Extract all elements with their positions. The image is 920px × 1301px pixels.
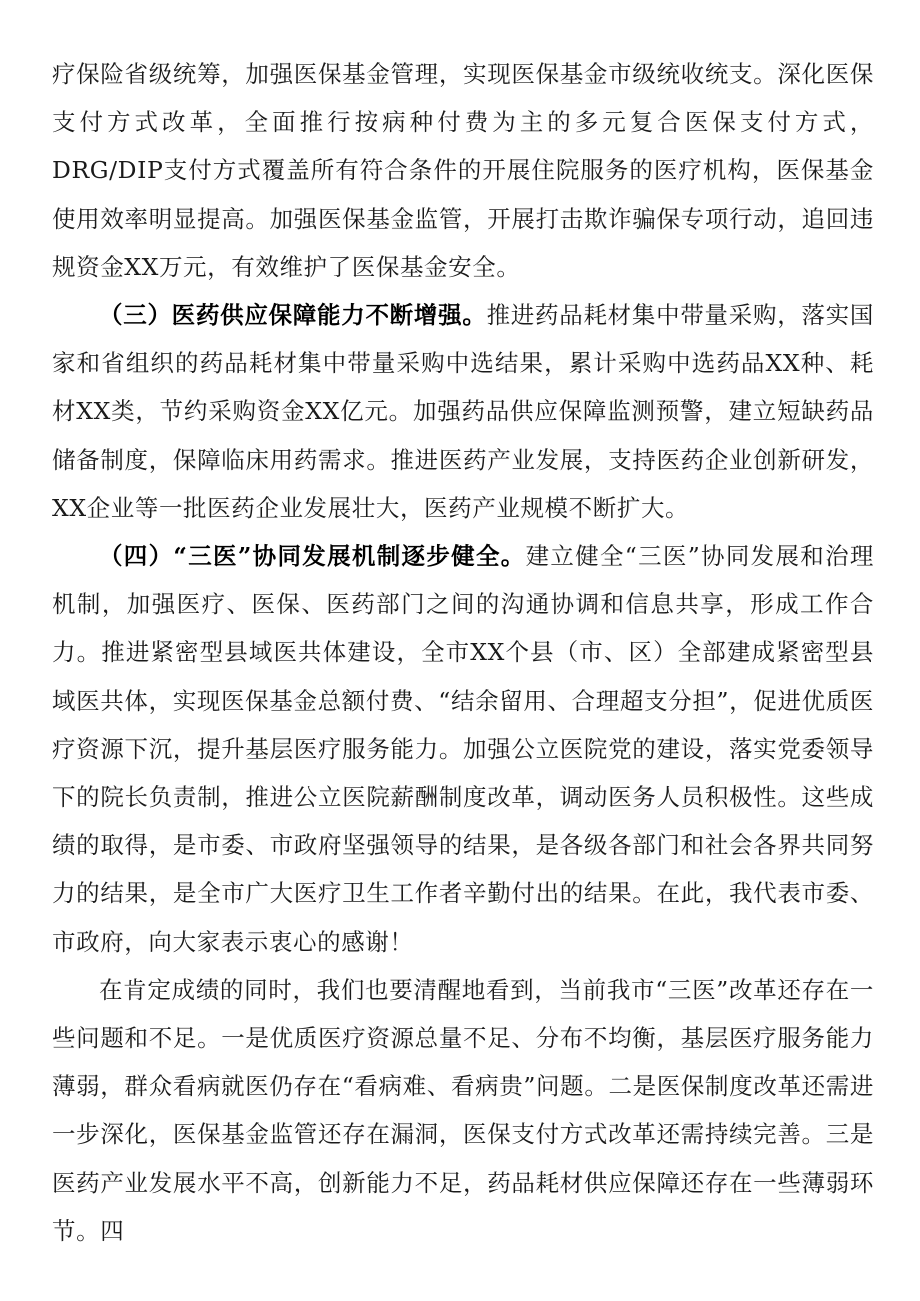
paragraph-three-medical-coordination [52,532,874,966]
paragraph-problems [52,966,874,1255]
document-body [52,50,874,1255]
paragraph-insurance-fund [52,50,874,291]
section-heading-coordination: （四）“三医”协同发展机制逐步健全。 [99,542,526,571]
paragraph-text: 推进药品耗材集中带量采购，落实国家和省组织的药品耗材集中带量采购中选结果，累计采购中选药品XX种、耗材XX类，节约采购资金XX亿元。加强药品供应保障监测预警，建立短缺药品储备制度，保障临床用药需求。推进医药产业发展，支持医药企业创新研发，XX企业等一批医药企业发展壮大，医药产业规模不断扩大。 [52,301,874,522]
paragraph-text: 在肯定成绩的同时，我们也要清醒地看到，当前我市“三医”改革还存在一些问题和不足。一是优质医疗资源总量不足、分布不均衡，基层医疗服务能力薄弱，群众看病就医仍存在“看病难、看病贵”问题。二是医保制度改革还需进一步深化，医保基金监管还存在漏洞，医保支付方式改革还需持续完善。三是医药产业发展水平不高，创新能力不足，药品耗材供应保障还存在一些薄弱环节。四 [52,975,874,1245]
paragraph-drug-supply [52,291,874,532]
section-heading-drug-supply: （三）医药供应保障能力不断增强。 [99,301,487,330]
paragraph-text: 疗保险省级统筹，加强医保基金管理，实现医保基金市级统收统支。深化医保支付方式改革，全面推行按病种付费为主的多元复合医保支付方式，DRG/DIP支付方式覆盖所有符合条件的开展住院服务的医疗机构，医保基金使用效率明显提高。加强医保基金监管，开展打击欺诈骗保专项行动，追回违规资金XX万元，有效维护了医保基金安全。 [52,60,874,281]
paragraph-text: 建立健全“三医”协同发展和治理机制，加强医疗、医保、医药部门之间的沟通协调和信息共享，形成工作合力。推进紧密型县域医共体建设，全市XX个县（市、区）全部建成紧密型县域医共体，实现医保基金总额付费、“结余留用、合理超支分担”，促进优质医疗资源下沉，提升基层医疗服务能力。加强公立医院党的建设，落实党委领导下的院长负责制，推进公立医院薪酬制度改革，调动医务人员积极性。这些成绩的取得，是市委、市政府坚强领导的结果，是各级各部门和社会各界共同努力的结果，是全市广大医疗卫生工作者辛勤付出的结果。在此，我代表市委、市政府，向大家表示衷心的感谢！ [52,542,874,956]
